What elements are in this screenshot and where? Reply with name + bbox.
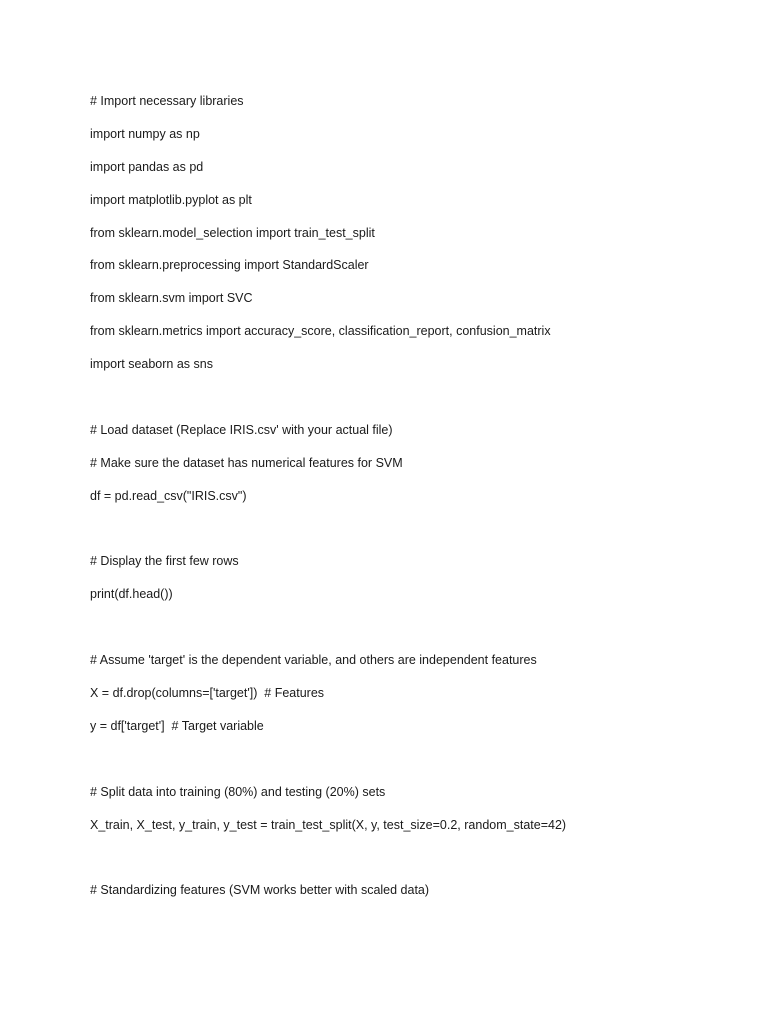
blank-line (90, 750, 730, 768)
document-body (90, 92, 730, 914)
code-line: # Split data into training (80%) and testing (20%) sets (90, 784, 386, 799)
code-line: # Import necessary libraries (90, 94, 244, 108)
blank-line (90, 618, 730, 636)
blank-line (90, 388, 730, 406)
code-line: from sklearn.metrics import accuracy_score, classification_report, confusion_matrix (90, 324, 551, 339)
code-line: import pandas as pd (90, 159, 204, 174)
code-line: # Make sure the dataset has numerical features for SVM (90, 455, 403, 470)
code-line: df = pd.read_csv("IRIS.csv") (90, 488, 247, 503)
code-line: # Assume 'target' is the dependent variable, and others are independent features (90, 653, 537, 668)
code-line: print(df.head()) (90, 587, 173, 602)
code-line: # Standardizing features (SVM works better with scaled data) (90, 883, 430, 898)
code-line: import matplotlib.pyplot as plt (90, 192, 252, 207)
code-line: import numpy as np (90, 126, 200, 141)
code-line: X = df.drop(columns=['target']) # Features (90, 686, 325, 701)
code-line: y = df['target'] # Target variable (90, 718, 264, 733)
blank-line (90, 848, 730, 866)
code-line: from sklearn.preprocessing import StandardScaler (90, 258, 369, 273)
blank-line (90, 520, 730, 538)
code-line: import seaborn as sns (90, 357, 213, 372)
code-line: from sklearn.svm import SVC (90, 291, 253, 306)
code-line: # Display the first few rows (90, 554, 239, 569)
code-line: X_train, X_test, y_train, y_test = train_test_split(X, y, test_size=0.2, random_state=42) (90, 817, 567, 832)
code-line: from sklearn.model_selection import train_test_split (90, 225, 375, 240)
code-line: # Load dataset (Replace IRIS.csv' with your actual file) (90, 422, 393, 437)
